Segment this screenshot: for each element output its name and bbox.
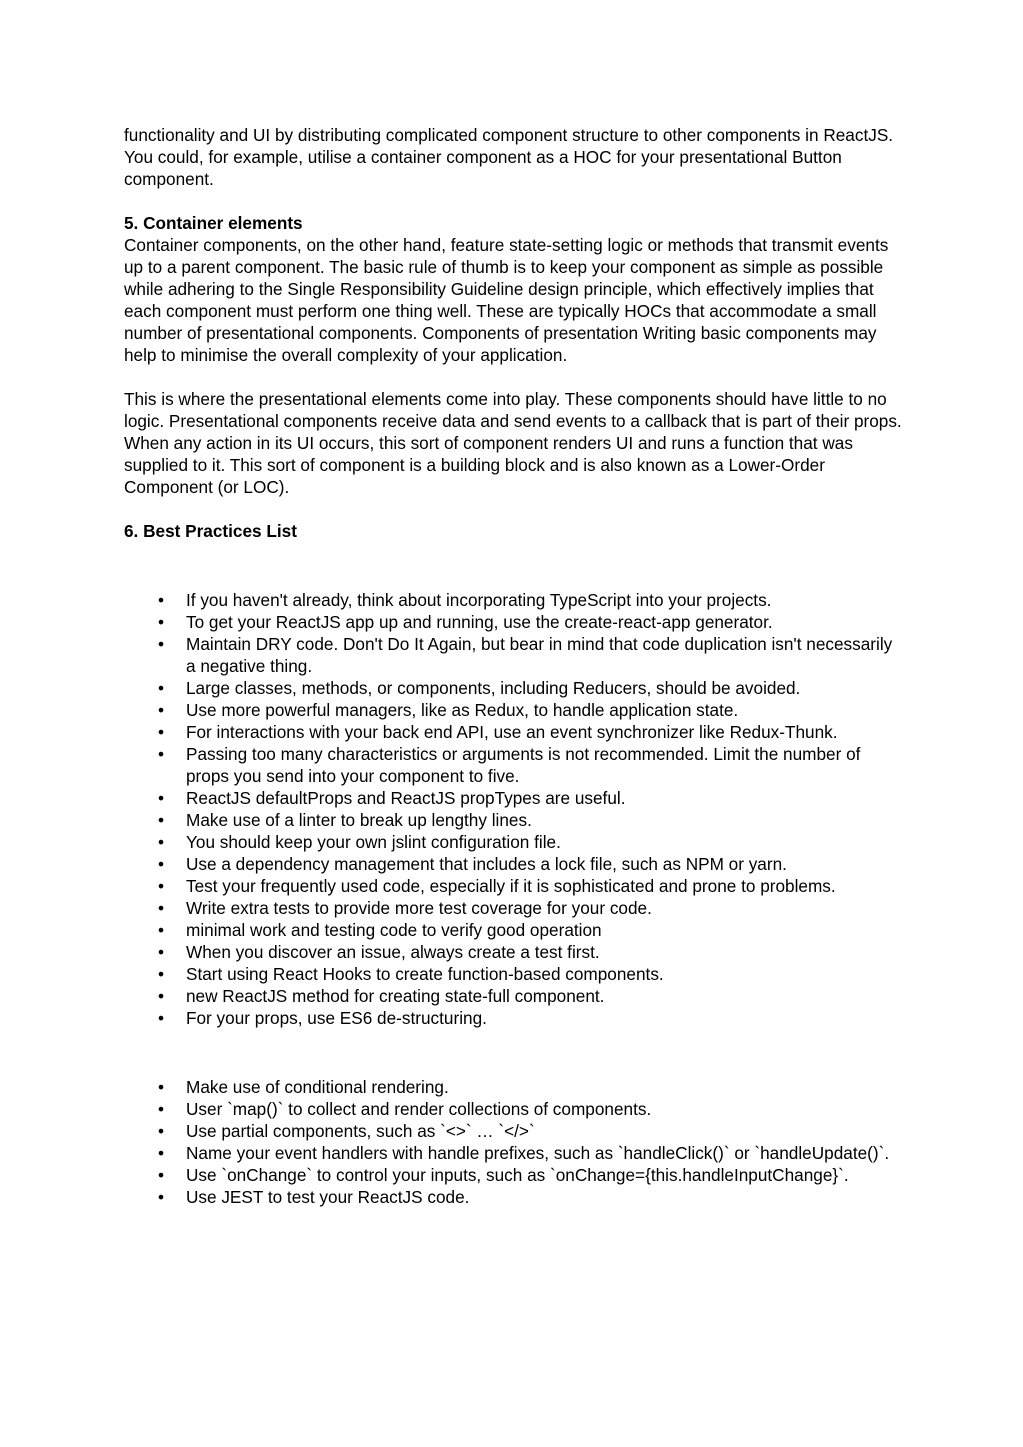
list-item: [124, 1164, 904, 1186]
list-item-text: Use a dependency management that includes a lock file, such as NPM or yarn.: [186, 854, 787, 874]
list-item-text: Write extra tests to provide more test coverage for your code.: [186, 898, 652, 918]
list-item-text: Make use of conditional rendering.: [186, 1077, 449, 1097]
list-item: [124, 1120, 904, 1142]
list-item: [124, 721, 904, 743]
bullet-icon: •: [157, 634, 165, 654]
list-item-text: Large classes, methods, or components, including Reducers, should be avoided.: [186, 678, 801, 698]
list-item: [124, 985, 904, 1007]
list-item: [124, 633, 904, 677]
bullet-icon: •: [157, 986, 165, 1006]
list-item: [124, 611, 904, 633]
list-item-text: Use JEST to test your ReactJS code.: [186, 1187, 470, 1207]
bullet-icon: •: [157, 920, 165, 940]
section-5-paragraph-1: Container components, on the other hand, feature state-setting logic or methods that transmit events up to a parent component. The basic rule of thumb is to keep your component as simple as possible while adhering to the Single Responsibility Guideline design principle, which effectively implies that each component must perform one thing well. These are typically HOCs that accommodate a small number of presentational components. Components of presentation Writing basic components may help to minimise the overall complexity of your application.: [124, 235, 889, 365]
bullet-icon: •: [157, 810, 165, 830]
list-item: [124, 677, 904, 699]
list-item: [124, 875, 904, 897]
list-item: [124, 941, 904, 963]
bullet-icon: •: [157, 1008, 165, 1028]
list-item-text: To get your ReactJS app up and running, use the create-react-app generator.: [186, 612, 773, 632]
list-item: [124, 787, 904, 809]
list-item: [124, 919, 904, 941]
list-item: [124, 743, 904, 787]
list-item: [124, 809, 904, 831]
list-item: [124, 1098, 904, 1120]
list-item-text: Name your event handlers with handle prefixes, such as `handleClick()` or `handleUpdate()`.: [186, 1143, 890, 1163]
bullet-icon: •: [157, 964, 165, 984]
list-item: [124, 963, 904, 985]
list-item: [124, 831, 904, 853]
intro-paragraph: functionality and UI by distributing complicated component structure to other components in ReactJS. You could, for example, utilise a container component as a HOC for your presentational Button component.: [124, 125, 894, 189]
bullet-icon: •: [157, 832, 165, 852]
list-item-text: Maintain DRY code. Don't Do It Again, but bear in mind that code duplication isn't necessarily a negative thing.: [186, 634, 893, 676]
best-practices-list-1: [124, 589, 904, 1029]
bullet-icon: •: [157, 722, 165, 742]
document-page: [124, 124, 904, 1208]
list-item-text: Use more powerful managers, like as Redux, to handle application state.: [186, 700, 739, 720]
best-practices-list-2: [124, 1076, 904, 1208]
list-item: [124, 1142, 904, 1164]
bullet-icon: •: [157, 1077, 165, 1097]
list-item-text: User `map()` to collect and render collections of components.: [186, 1099, 652, 1119]
list-item: [124, 1076, 904, 1098]
bullet-icon: •: [157, 876, 165, 896]
bullet-icon: •: [157, 1121, 165, 1141]
bullet-icon: •: [157, 1187, 165, 1207]
bullet-icon: •: [157, 678, 165, 698]
list-item-text: Passing too many characteristics or arguments is not recommended. Limit the number of props you send into your component to five.: [186, 744, 861, 786]
bullet-icon: •: [157, 744, 165, 764]
list-item-text: When you discover an issue, always create a test first.: [186, 942, 600, 962]
bullet-icon: •: [157, 700, 165, 720]
list-item-text: ReactJS defaultProps and ReactJS propTypes are useful.: [186, 788, 626, 808]
list-item-text: For your props, use ES6 de-structuring.: [186, 1008, 487, 1028]
list-item: [124, 897, 904, 919]
list-item-text: If you haven't already, think about incorporating TypeScript into your projects.: [186, 590, 772, 610]
list-item-text: Make use of a linter to break up lengthy lines.: [186, 810, 532, 830]
bullet-icon: •: [157, 788, 165, 808]
list-item-text: Test your frequently used code, especially if it is sophisticated and prone to problems.: [186, 876, 836, 896]
list-item-text: minimal work and testing code to verify good operation: [186, 920, 602, 940]
list-item-text: new ReactJS method for creating state-full component.: [186, 986, 605, 1006]
bullet-icon: •: [157, 854, 165, 874]
bullet-icon: •: [157, 942, 165, 962]
bullet-icon: •: [157, 590, 165, 610]
list-item-text: Use partial components, such as `<>` … `</>`: [186, 1121, 535, 1141]
list-item: [124, 1186, 904, 1208]
bullet-icon: •: [157, 1143, 165, 1163]
list-item: [124, 589, 904, 611]
list-item: [124, 699, 904, 721]
list-item-text: Start using React Hooks to create function-based components.: [186, 964, 664, 984]
bullet-icon: •: [157, 898, 165, 918]
section-6-heading: 6. Best Practices List: [124, 521, 297, 541]
list-item: [124, 1007, 904, 1029]
list-item-text: You should keep your own jslint configuration file.: [186, 832, 561, 852]
list-item: [124, 853, 904, 875]
section-5-heading: 5. Container elements: [124, 213, 303, 233]
bullet-icon: •: [157, 1099, 165, 1119]
bullet-icon: •: [157, 1165, 165, 1185]
bullet-icon: •: [157, 612, 165, 632]
section-5-paragraph-2: This is where the presentational elements come into play. These components should have little to no logic. Presentational components receive data and send events to a callback that is part of their props. When any action in its UI occurs, this sort of component renders UI and runs a function that was supplied to it. This sort of component is a building block and is also known as a Lower-Order Component (or LOC).: [124, 389, 902, 497]
list-item-text: For interactions with your back end API, use an event synchronizer like Redux-Thunk.: [186, 722, 838, 742]
list-item-text: Use `onChange` to control your inputs, such as `onChange={this.handleInputChange}`.: [186, 1165, 849, 1185]
